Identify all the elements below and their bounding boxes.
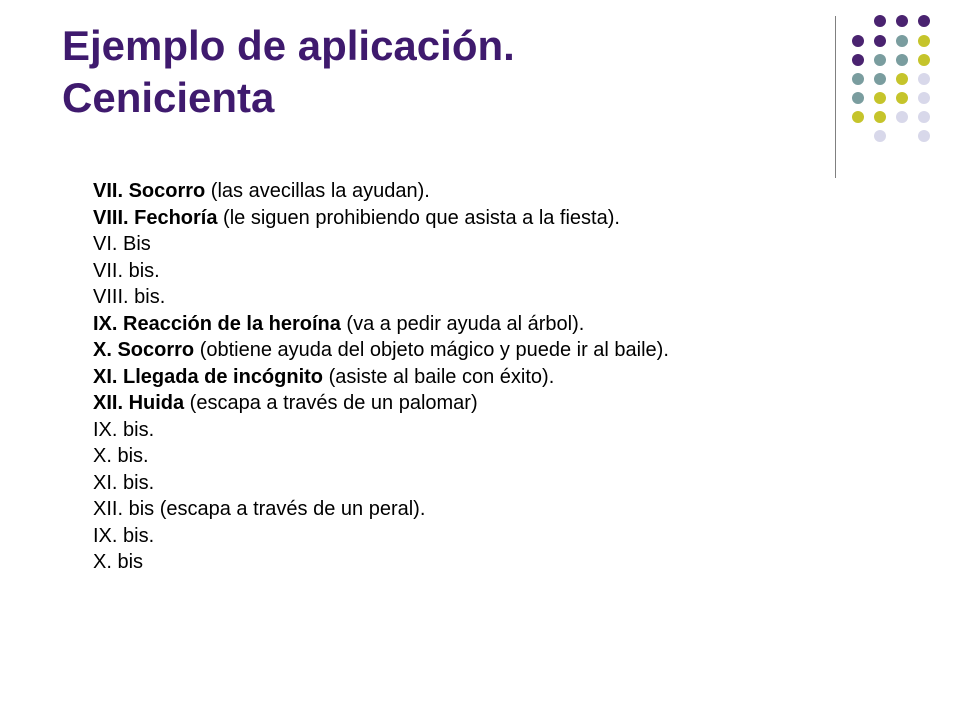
function-list xyxy=(93,178,669,576)
list-item: X. bis xyxy=(93,551,144,573)
decorative-dot xyxy=(896,92,908,104)
decorative-dot xyxy=(874,54,886,66)
list-item: VII. Socorro (las avecillas la ayudan). xyxy=(93,180,430,202)
list-item: VIII. bis. xyxy=(93,286,166,308)
list-item: X. Socorro (obtiene ayuda del objeto mágico y puede ir al baile). xyxy=(93,339,669,361)
list-item: IX. Reacción de la heroína (va a pedir ayuda al árbol). xyxy=(93,312,585,335)
decorative-dot-grid xyxy=(0,0,960,180)
decorative-dot xyxy=(896,73,908,85)
decorative-dot xyxy=(852,92,864,104)
decorative-dot xyxy=(874,73,886,85)
list-item: IX. bis. xyxy=(93,418,155,441)
list-item: VI. Bis xyxy=(93,233,151,255)
title-line-2: Cenicienta xyxy=(62,74,275,121)
decorative-dot xyxy=(896,54,908,66)
list-item: XII. Huida (escapa a través de un palomar) xyxy=(93,392,478,414)
decorative-dot xyxy=(852,73,864,85)
decorative-dot xyxy=(918,73,930,85)
decorative-dot xyxy=(896,35,908,47)
list-item: XII. bis (escapa a través de un peral). xyxy=(93,498,426,520)
decorative-dot xyxy=(874,35,886,47)
decorative-dot xyxy=(874,130,886,142)
list-item: X. bis. xyxy=(93,445,149,467)
decorative-dot xyxy=(918,35,930,47)
decorative-dot xyxy=(896,111,908,123)
decorative-dot xyxy=(918,54,930,66)
list-item: VIII. Fechoría (le siguen prohibiendo que asista a la fiesta). xyxy=(93,206,620,229)
decorative-dot xyxy=(896,15,908,27)
decorative-dot xyxy=(852,35,864,47)
list-item: XI. Llegada de incógnito (asiste al baile con éxito). xyxy=(93,365,555,388)
decorative-dot xyxy=(874,15,886,27)
title-line-1: Ejemplo de aplicación. xyxy=(62,22,515,69)
decorative-dot xyxy=(918,92,930,104)
decorative-dot xyxy=(874,92,886,104)
decorative-dot xyxy=(874,111,886,123)
decorative-dot xyxy=(918,130,930,142)
vertical-divider xyxy=(835,16,836,178)
decorative-dot xyxy=(918,15,930,27)
decorative-dot xyxy=(918,111,930,123)
list-item: IX. bis. xyxy=(93,524,155,547)
list-item: XI. bis. xyxy=(93,471,155,494)
decorative-dot xyxy=(852,111,864,123)
list-item: VII. bis. xyxy=(93,259,160,282)
decorative-dot xyxy=(852,54,864,66)
